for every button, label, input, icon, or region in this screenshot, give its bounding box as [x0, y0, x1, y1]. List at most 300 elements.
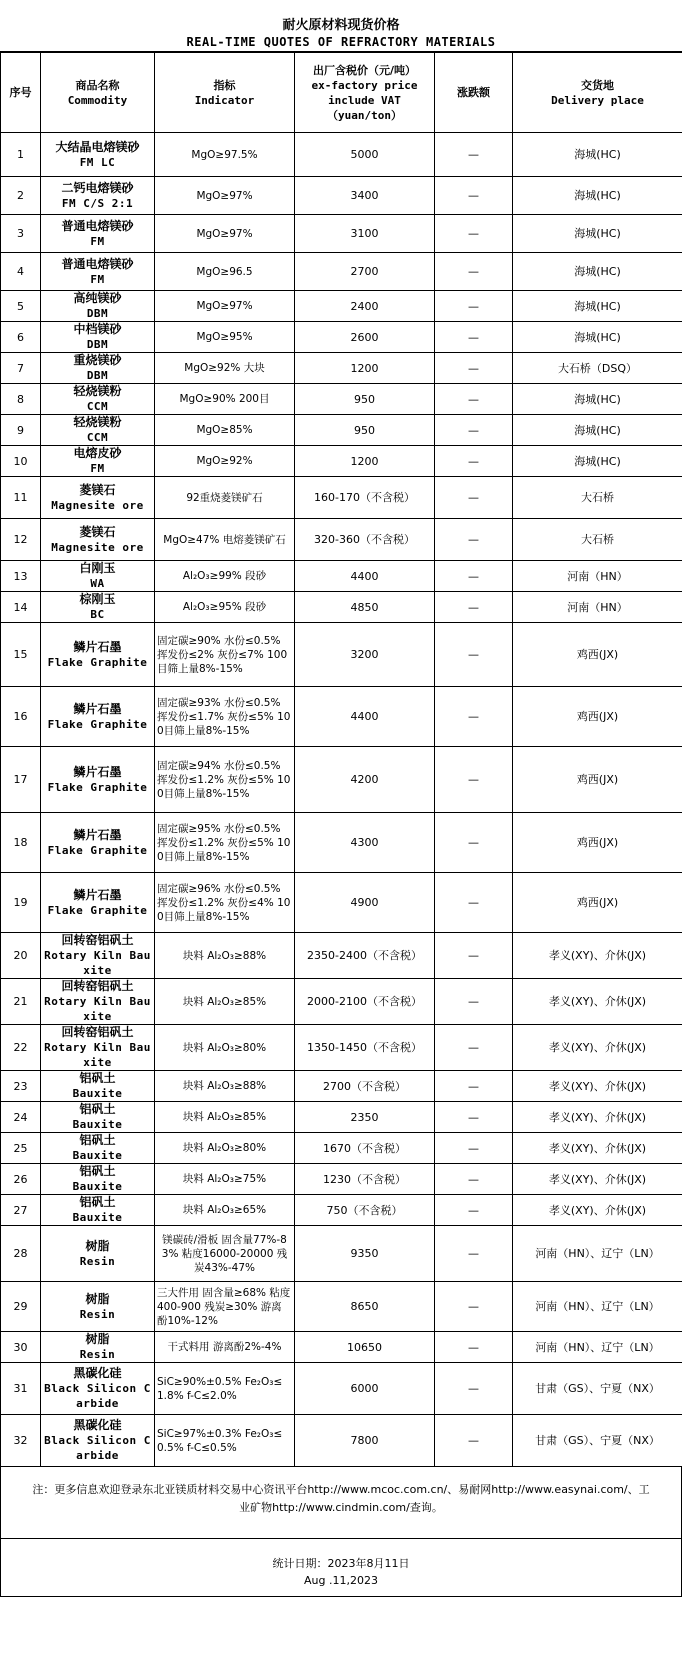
indicator: 干式料用 游离酚2%-4%	[167, 1341, 282, 1353]
cell-change	[435, 687, 513, 747]
row-number: 14	[13, 600, 28, 614]
cell-commodity	[41, 1133, 155, 1164]
title-zh: 耐火原材料现货价格	[282, 18, 400, 33]
stat-date-zh: 统计日期：2023年8月11日	[272, 1557, 410, 1570]
price: 10650	[347, 1340, 382, 1354]
price: 950	[354, 423, 375, 437]
commodity-en: Flake Graphite	[47, 843, 148, 857]
cell-change	[435, 1071, 513, 1102]
price: 4200	[350, 773, 379, 786]
cell-price	[295, 1282, 435, 1332]
commodity-en: Bauxite	[72, 1211, 123, 1224]
commodity-zh: 重烧镁砂	[73, 353, 122, 367]
header-change: 涨跌额	[435, 53, 513, 133]
commodity-zh: 普通电熔镁砂	[61, 256, 134, 271]
change: —	[468, 1340, 479, 1354]
table-row	[1, 873, 682, 933]
cell-seq	[1, 477, 41, 519]
change: —	[468, 1382, 479, 1395]
table-row	[1, 933, 682, 979]
cell-seq	[1, 177, 41, 215]
commodity-en: FM LC	[79, 155, 116, 169]
delivery-place: 海城(HC)	[574, 423, 621, 437]
cell-seq	[1, 561, 41, 592]
commodity-zh: 回转窑铝矾土	[61, 933, 134, 947]
cell-seq	[1, 253, 41, 291]
cell-seq	[1, 1102, 41, 1133]
commodity-zh: 电熔皮砂	[73, 446, 122, 460]
delivery-place: 河南（HN）、辽宁（LN）	[535, 1340, 660, 1354]
row-number: 18	[13, 836, 28, 849]
cell-change	[435, 477, 513, 519]
delivery-place: 甘肃（GS）、宁夏（NX）	[535, 1434, 660, 1447]
indicator: Al₂O₃≥95% 段砂	[182, 601, 267, 613]
commodity-zh: 轻烧镁粉	[73, 384, 122, 398]
header-row	[1, 53, 682, 133]
change: —	[468, 454, 479, 468]
delivery-place: 孝义(XY)、介休(JX)	[548, 1203, 647, 1217]
table-row	[1, 477, 682, 519]
commodity-zh: 树脂	[85, 1291, 110, 1306]
commodity-en: CCM	[86, 400, 109, 413]
header-indicator	[155, 53, 295, 133]
cell-indicator	[155, 384, 295, 415]
cell-seq	[1, 1195, 41, 1226]
table-body	[1, 133, 682, 1467]
cell-price	[295, 446, 435, 477]
indicator: MgO≥47% 电熔菱镁矿石	[163, 533, 286, 546]
cell-indicator	[155, 291, 295, 322]
delivery-place: 孝义(XY)、介休(JX)	[548, 1041, 647, 1054]
cell-change	[435, 1363, 513, 1415]
cell-indicator	[155, 623, 295, 687]
title-en: REAL-TIME QUOTES OF REFRACTORY MATERIALS	[186, 35, 496, 49]
cell-price	[295, 1415, 435, 1467]
price: 1670（不含税）	[323, 1141, 406, 1155]
header-indicator-zh: 指标	[213, 78, 236, 92]
cell-change	[435, 253, 513, 291]
cell-price	[295, 933, 435, 979]
cell-indicator	[155, 1226, 295, 1282]
row-number: 26	[13, 1172, 28, 1186]
delivery-place: 大石桥	[581, 491, 614, 504]
cell-price	[295, 253, 435, 291]
cell-indicator	[155, 446, 295, 477]
indicator: 固定碳≥94% 水份≤0.5% 挥发份≤1.2% 灰份≤5% 100目筛上量8%-15%	[157, 759, 291, 800]
commodity-zh: 中档镁砂	[73, 322, 122, 336]
change: —	[468, 1300, 479, 1313]
indicator: 92重烧菱镁矿石	[186, 491, 263, 504]
cell-indicator	[155, 561, 295, 592]
indicator: Al₂O₃≥99% 段砂	[182, 570, 267, 582]
table-row	[1, 133, 682, 177]
price: 3400	[350, 189, 379, 202]
change: —	[468, 1110, 479, 1124]
cell-seq	[1, 1133, 41, 1164]
delivery-place: 海城(HC)	[574, 454, 621, 468]
change: —	[468, 1434, 479, 1447]
cell-change	[435, 415, 513, 446]
indicator: MgO≥95%	[196, 331, 253, 343]
cell-indicator	[155, 1195, 295, 1226]
cell-commodity	[41, 322, 155, 353]
cell-commodity	[41, 291, 155, 322]
commodity-zh: 二钙电熔镁砂	[61, 180, 134, 195]
cell-commodity	[41, 747, 155, 813]
commodity-zh: 鳞片石墨	[73, 827, 122, 842]
commodity-en: Black Silicon Carbide	[44, 1434, 151, 1462]
change: —	[468, 265, 479, 278]
cell-seq	[1, 215, 41, 253]
price: 2350-2400（不含税）	[307, 949, 422, 962]
cell-price	[295, 415, 435, 446]
commodity-en: Resin	[79, 1307, 116, 1321]
table-row	[1, 446, 682, 477]
table-row	[1, 813, 682, 873]
indicator: 块料 Al₂O₃≥85%	[182, 1111, 267, 1123]
change: —	[468, 361, 479, 375]
cell-delivery	[513, 177, 682, 215]
commodity-zh: 鳞片石墨	[73, 701, 122, 716]
change: —	[468, 533, 479, 546]
header-seq: 序号	[1, 53, 41, 133]
cell-commodity	[41, 415, 155, 446]
table-row	[1, 1332, 682, 1363]
cell-seq	[1, 933, 41, 979]
price: 1350-1450（不含税）	[307, 1041, 422, 1054]
cell-change	[435, 1415, 513, 1467]
cell-change	[435, 623, 513, 687]
row-number: 32	[13, 1434, 28, 1447]
price: 2000-2100（不含税）	[307, 995, 422, 1008]
cell-change	[435, 384, 513, 415]
cell-seq	[1, 1071, 41, 1102]
row-number: 21	[13, 995, 28, 1008]
commodity-zh: 大结晶电熔镁砂	[55, 139, 140, 154]
cell-price	[295, 813, 435, 873]
table-row	[1, 384, 682, 415]
commodity-en: Rotary Kiln Bauxite	[44, 1041, 151, 1069]
cell-change	[435, 1102, 513, 1133]
cell-price	[295, 1363, 435, 1415]
cell-indicator	[155, 813, 295, 873]
price: 4400	[350, 710, 379, 723]
header-commodity-zh: 商品名称	[75, 78, 120, 92]
row-number: 6	[17, 330, 24, 344]
commodity-en: Flake Graphite	[47, 717, 148, 731]
cell-delivery	[513, 253, 682, 291]
cell-indicator	[155, 1071, 295, 1102]
delivery-place: 河南（HN）	[567, 600, 628, 614]
indicator: MgO≥97.5%	[191, 148, 258, 161]
price: 3100	[350, 227, 379, 240]
cell-commodity	[41, 253, 155, 291]
table-row	[1, 979, 682, 1025]
table-row	[1, 747, 682, 813]
row-number: 30	[13, 1340, 28, 1354]
header-price	[295, 53, 435, 133]
cell-commodity	[41, 1164, 155, 1195]
delivery-place: 鸡西(JX)	[576, 773, 619, 786]
row-number: 8	[17, 392, 24, 406]
price: 2600	[350, 330, 379, 344]
delivery-place: 海城(HC)	[574, 148, 621, 161]
cell-change	[435, 1282, 513, 1332]
cell-indicator	[155, 519, 295, 561]
cell-commodity	[41, 1363, 155, 1415]
cell-delivery	[513, 873, 682, 933]
delivery-place: 孝义(XY)、介休(JX)	[548, 949, 647, 962]
table-row	[1, 415, 682, 446]
cell-change	[435, 1195, 513, 1226]
row-number: 16	[13, 710, 28, 723]
table-row	[1, 1071, 682, 1102]
cell-indicator	[155, 1282, 295, 1332]
commodity-zh: 铝矾土	[79, 1195, 116, 1209]
indicator: 固定碳≥96% 水份≤0.5% 挥发份≤1.2% 灰份≤4% 100目筛上量8%-15%	[157, 882, 291, 923]
cell-commodity	[41, 687, 155, 747]
cell-price	[295, 979, 435, 1025]
commodity-zh: 高纯镁砂	[73, 291, 122, 305]
delivery-place: 鸡西(JX)	[576, 836, 619, 849]
price: 4900	[350, 896, 379, 909]
table-row	[1, 1363, 682, 1415]
commodity-en: Flake Graphite	[47, 655, 148, 669]
indicator: 块料 Al₂O₃≥88%	[182, 1080, 267, 1092]
cell-seq	[1, 446, 41, 477]
price: 2700（不含税）	[323, 1079, 406, 1093]
commodity-zh: 鳞片石墨	[73, 887, 122, 902]
cell-delivery	[513, 322, 682, 353]
commodity-zh: 回转窑铝矾土	[61, 1025, 134, 1039]
cell-commodity	[41, 353, 155, 384]
indicator: 块料 Al₂O₃≥65%	[182, 1204, 267, 1216]
delivery-place: 鸡西(JX)	[576, 648, 619, 661]
price: 2350	[350, 1110, 379, 1124]
commodity-en: Bauxite	[72, 1180, 123, 1193]
table-row	[1, 1226, 682, 1282]
table-row	[1, 1282, 682, 1332]
price: 7800	[350, 1434, 379, 1447]
cell-delivery	[513, 353, 682, 384]
cell-delivery	[513, 1164, 682, 1195]
change: —	[468, 710, 479, 723]
cell-price	[295, 1025, 435, 1071]
price: 4300	[350, 836, 379, 849]
cell-price	[295, 322, 435, 353]
cell-change	[435, 561, 513, 592]
header-commodity	[41, 53, 155, 133]
change: —	[468, 949, 479, 962]
cell-price	[295, 687, 435, 747]
cell-commodity	[41, 1282, 155, 1332]
cell-price	[295, 477, 435, 519]
row-number: 9	[17, 423, 24, 437]
price: 160-170（不含税）	[314, 491, 415, 504]
cell-price	[295, 1164, 435, 1195]
delivery-place: 大石桥	[581, 533, 614, 546]
cell-change	[435, 291, 513, 322]
price-table	[0, 52, 682, 1467]
table-row	[1, 519, 682, 561]
cell-indicator	[155, 353, 295, 384]
delivery-place: 河南（HN）、辽宁（LN）	[535, 1300, 660, 1313]
cell-delivery	[513, 979, 682, 1025]
delivery-place: 鸡西(JX)	[576, 710, 619, 723]
cell-seq	[1, 687, 41, 747]
price: 750（不含税）	[326, 1203, 403, 1217]
cell-seq	[1, 592, 41, 623]
change: —	[468, 1247, 479, 1260]
cell-delivery	[513, 561, 682, 592]
cell-indicator	[155, 133, 295, 177]
cell-delivery	[513, 446, 682, 477]
cell-delivery	[513, 747, 682, 813]
commodity-en: Bauxite	[72, 1087, 123, 1100]
cell-price	[295, 519, 435, 561]
cell-commodity	[41, 1226, 155, 1282]
commodity-zh: 铝矾土	[79, 1071, 116, 1085]
change: —	[468, 1041, 479, 1054]
cell-commodity	[41, 215, 155, 253]
cell-delivery	[513, 1071, 682, 1102]
header-commodity-en: Commodity	[67, 93, 128, 107]
table-row	[1, 1164, 682, 1195]
cell-change	[435, 813, 513, 873]
price: 1230（不含税）	[323, 1172, 406, 1186]
commodity-zh: 鳞片石墨	[73, 639, 122, 654]
delivery-place: 海城(HC)	[574, 265, 621, 278]
header-delivery	[513, 53, 682, 133]
footnote: 注：更多信息欢迎登录东北亚镁质材料交易中心资讯平台http://www.mcoc.com.cn/、易耐网http://www.easynai.com/、工业矿物http://www.cindmin.com/查询。	[0, 1467, 682, 1539]
change: —	[468, 836, 479, 849]
commodity-en: WA	[90, 577, 105, 590]
commodity-zh: 铝矾土	[79, 1133, 116, 1147]
cell-indicator	[155, 979, 295, 1025]
commodity-zh: 轻烧镁粉	[73, 415, 122, 429]
cell-change	[435, 1332, 513, 1363]
cell-commodity	[41, 1025, 155, 1071]
row-number: 24	[13, 1110, 28, 1124]
row-number: 25	[13, 1141, 28, 1155]
cell-price	[295, 291, 435, 322]
change: —	[468, 648, 479, 661]
change: —	[468, 227, 479, 240]
cell-price	[295, 177, 435, 215]
delivery-place: 河南（HN）	[567, 569, 628, 583]
cell-indicator	[155, 687, 295, 747]
cell-commodity	[41, 1071, 155, 1102]
cell-indicator	[155, 1164, 295, 1195]
commodity-en: Resin	[79, 1348, 116, 1361]
cell-commodity	[41, 979, 155, 1025]
change: —	[468, 995, 479, 1008]
delivery-place: 孝义(XY)、介休(JX)	[548, 1079, 647, 1093]
table-row	[1, 623, 682, 687]
table-row	[1, 291, 682, 322]
price: 1200	[350, 361, 379, 375]
change: —	[468, 491, 479, 504]
row-number: 4	[17, 265, 24, 278]
price: 8650	[350, 1300, 379, 1313]
cell-change	[435, 592, 513, 623]
indicator: 块料 Al₂O₃≥88%	[182, 949, 267, 962]
cell-change	[435, 353, 513, 384]
indicator: MgO≥92%	[196, 455, 253, 467]
commodity-zh: 黑碳化硅	[73, 1366, 122, 1380]
commodity-zh: 树脂	[85, 1238, 110, 1253]
cell-seq	[1, 133, 41, 177]
cell-price	[295, 873, 435, 933]
price: 320-360（不含税）	[314, 533, 415, 546]
cell-commodity	[41, 1102, 155, 1133]
table-row	[1, 215, 682, 253]
cell-commodity	[41, 873, 155, 933]
indicator: 三大件用 固含量≥68% 粘度400-900 残炭≥30% 游离酚10%-12%	[157, 1286, 291, 1327]
change: —	[468, 189, 479, 202]
row-number: 15	[13, 648, 28, 661]
cell-seq	[1, 1282, 41, 1332]
row-number: 29	[13, 1300, 28, 1313]
indicator: 块料 Al₂O₃≥80%	[182, 1041, 267, 1054]
table-row	[1, 1133, 682, 1164]
cell-change	[435, 133, 513, 177]
cell-delivery	[513, 1133, 682, 1164]
commodity-en: Magnesite ore	[51, 540, 144, 554]
commodity-en: Rotary Kiln Bauxite	[44, 949, 151, 977]
header-price-en3: （yuan/ton）	[327, 108, 402, 122]
row-number: 22	[13, 1041, 28, 1054]
change: —	[468, 773, 479, 786]
indicator: MgO≥96.5	[196, 265, 253, 278]
commodity-zh: 菱镁石	[79, 482, 116, 497]
indicator: 块料 Al₂O₃≥80%	[182, 1142, 267, 1154]
change: —	[468, 392, 479, 406]
cell-delivery	[513, 623, 682, 687]
cell-price	[295, 384, 435, 415]
change: —	[468, 299, 479, 313]
price: 2700	[350, 265, 379, 278]
indicator: MgO≥97%	[196, 227, 253, 240]
cell-commodity	[41, 384, 155, 415]
delivery-place: 海城(HC)	[574, 330, 621, 344]
indicator: 块料 Al₂O₃≥75%	[182, 1173, 267, 1185]
row-number: 3	[17, 227, 24, 240]
indicator: 固定碳≥90% 水份≤0.5% 挥发份≤2% 灰份≤7% 100目筛上量8%-15%	[157, 634, 288, 675]
indicator: 固定碳≥95% 水份≤0.5% 挥发份≤1.2% 灰份≤5% 100目筛上量8%-15%	[157, 822, 291, 863]
commodity-en: Flake Graphite	[47, 903, 148, 917]
price: 5000	[350, 148, 379, 161]
row-number: 5	[17, 299, 24, 313]
cell-indicator	[155, 253, 295, 291]
price: 3200	[350, 648, 379, 661]
row-number: 20	[13, 949, 28, 962]
cell-delivery	[513, 1025, 682, 1071]
cell-seq	[1, 519, 41, 561]
table-row	[1, 322, 682, 353]
row-number: 19	[13, 896, 28, 909]
cell-seq	[1, 353, 41, 384]
cell-indicator	[155, 322, 295, 353]
row-number: 17	[13, 773, 28, 786]
delivery-place: 大石桥（DSQ）	[557, 361, 638, 375]
cell-indicator	[155, 477, 295, 519]
cell-indicator	[155, 933, 295, 979]
cell-price	[295, 1332, 435, 1363]
cell-indicator	[155, 1415, 295, 1467]
cell-indicator	[155, 177, 295, 215]
cell-indicator	[155, 747, 295, 813]
